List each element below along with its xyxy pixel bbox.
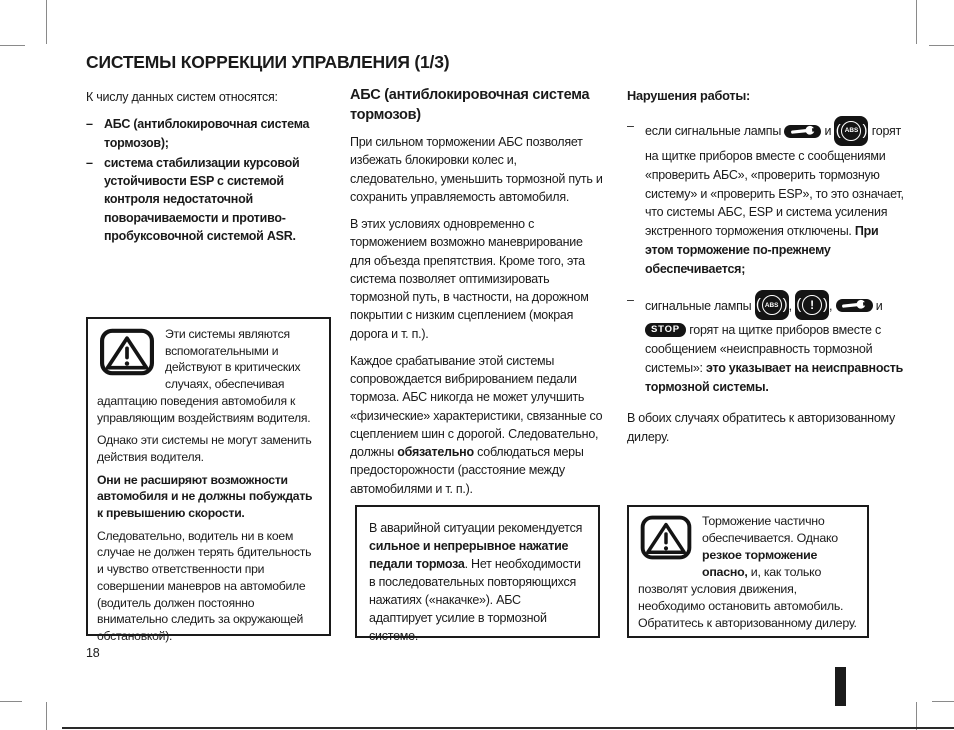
warning-paragraph-bold: Они не расширяют возможности автомобиля и не должны побуждать к превышению скорости. <box>97 472 313 521</box>
page-number: 18 <box>86 646 100 660</box>
crop-mark <box>0 45 25 46</box>
warning-paragraph: Эти системы являются вспомогательными и действуют в критических случаях, обеспечивая адаптацию поведения автомобиля к управляющим воздействиям водителя. <box>97 327 311 425</box>
dash-bullet: – <box>86 117 93 132</box>
list-item-esp <box>86 154 336 245</box>
dash-bullet: – <box>86 155 93 170</box>
list-item-abs <box>86 115 336 152</box>
crop-mark <box>46 0 47 44</box>
service-wrench-lamp-icon <box>836 299 873 312</box>
crop-mark <box>0 701 22 702</box>
crop-mark <box>916 0 917 44</box>
middle-column <box>350 86 606 507</box>
text-segment: сигнальные лампы <box>645 298 755 313</box>
text-segment: и, как только позволят условия движения, необходимо остановить автомобиль. Обратитесь к авторизованному дилеру. <box>638 564 857 630</box>
malfunction-item-2-text <box>645 295 904 394</box>
text-segment: горят на щитке приборов вместе с сообщениями «проверить АБС», «проверить тормозную систему» и «проверить ESP», то это означает, что системы АБС, ESP и система усиления экстренного торможения отключены. <box>645 124 904 239</box>
abs-warning-lamp-icon: ( ABS ) <box>834 116 868 146</box>
text-segment: если сигнальные лампы <box>645 124 785 139</box>
text-segment: В аварийной ситуации рекомендуется <box>369 521 583 535</box>
warning-triangle-icon <box>99 328 155 376</box>
text-segment: . Нет необходимости в последовательных повторяющихся нажатиях («накачке»). АБС адаптирует усилие в тормозной системе. <box>369 557 581 643</box>
crop-mark <box>932 701 954 702</box>
left-warning-box <box>86 317 331 643</box>
abs-warning-lamp-icon: ( ABS ) <box>755 290 789 320</box>
text-segment-bold: резкое торможение опасно, <box>702 547 818 579</box>
emergency-braking-note-box <box>355 505 600 643</box>
left-column <box>86 88 336 247</box>
text-segment-bold: это указывает на неисправность тормозной системы. <box>645 360 904 394</box>
text-segment: Каждое срабатывание этой системы сопровождается вибрированием педали тормоза. АБС никогда не может улучшить «физические» характеристики, связанные со сцеплением шин с дорогой. Следовательно, должны <box>350 353 603 460</box>
service-wrench-lamp-icon <box>784 125 821 138</box>
abs-paragraph: В этих условиях одновременно с торможением возможно маневрирование для объезда препятствия. Кроме того, эта система позволяет оптимизировать тормозной путь, в частности, на дорожном покрытии с низким сцеплением (мокрая дорога и т. п.). <box>350 217 589 341</box>
text-segment: , <box>788 298 796 313</box>
text-segment-bold: обязательно <box>397 445 474 460</box>
list-item-abs-label: АБС (антиблокировочная система тормозов); <box>104 117 310 150</box>
text-segment: Торможение частично обеспечивается. Однако <box>702 514 838 545</box>
text-segment-bold: При этом торможение по-прежнему обеспечивается; <box>645 224 879 276</box>
abs-paragraph: При сильном торможении АБС позволяет избежать блокировки колес и, следовательно, уменьшить тормозной путь и сохранить управляемость автомобиля. <box>350 135 603 204</box>
crop-mark <box>929 45 954 46</box>
dash-bullet: – <box>627 293 634 308</box>
right-warning-box <box>627 505 869 638</box>
text-segment: горят на щитке приборов вместе с сообщением «неисправность тормозной системы»: <box>645 323 881 375</box>
stop-warning-lamp-icon: STOP <box>645 323 686 337</box>
warning-paragraph: Следовательно, водитель ни в коем случае не должен терять бдительность и чувство ответственности при совершении маневров на автомобиле (водитель должен постоянно внимательно следить за окружающей обстановкой). <box>97 528 312 643</box>
malfunction-item-1-text <box>645 121 904 276</box>
crop-mark <box>916 702 917 730</box>
page-title: СИСТЕМЫ КОРРЕКЦИИ УПРАВЛЕНИЯ (1/3) <box>86 52 450 72</box>
malfunctions-heading: Нарушения работы: <box>627 88 751 103</box>
text-segment: и <box>821 124 835 139</box>
warning-paragraph: Однако эти системы не могут заменить действия водителя. <box>97 433 312 464</box>
text-segment: , <box>829 298 836 313</box>
right-column <box>627 86 909 456</box>
abs-paragraph <box>350 352 606 498</box>
text-segment-bold: сильное и непрерывное нажатие педали тормоза <box>369 539 569 571</box>
dash-bullet: – <box>627 119 634 134</box>
warning-triangle-icon <box>640 515 692 560</box>
section-thumb-tab <box>835 667 846 706</box>
text-segment: и <box>872 298 883 313</box>
abs-section-heading: АБС (антиблокировочная система тормозов) <box>350 87 590 123</box>
systems-intro-text: К числу данных систем относятся: <box>86 90 278 104</box>
text-segment: соблюдаться меры предосторожности (расстояние между автомобилями и т. п.). <box>350 445 584 496</box>
crop-mark <box>46 702 47 730</box>
page-bottom-rule <box>62 727 954 729</box>
list-item-esp-label: система стабилизации курсовой устойчивости ESP с системой контроля недостаточной поворачиваемости и противо-пробуксовочной системой ASR. <box>104 155 300 243</box>
note-paragraph <box>369 519 586 645</box>
brake-warning-lamp-icon: ( ! ) <box>795 290 829 320</box>
dealer-advice-text: В обоих случаях обратитесь к авторизованному дилеру. <box>627 411 896 445</box>
malfunction-item-1 <box>627 117 909 278</box>
malfunction-item-2 <box>627 291 909 396</box>
